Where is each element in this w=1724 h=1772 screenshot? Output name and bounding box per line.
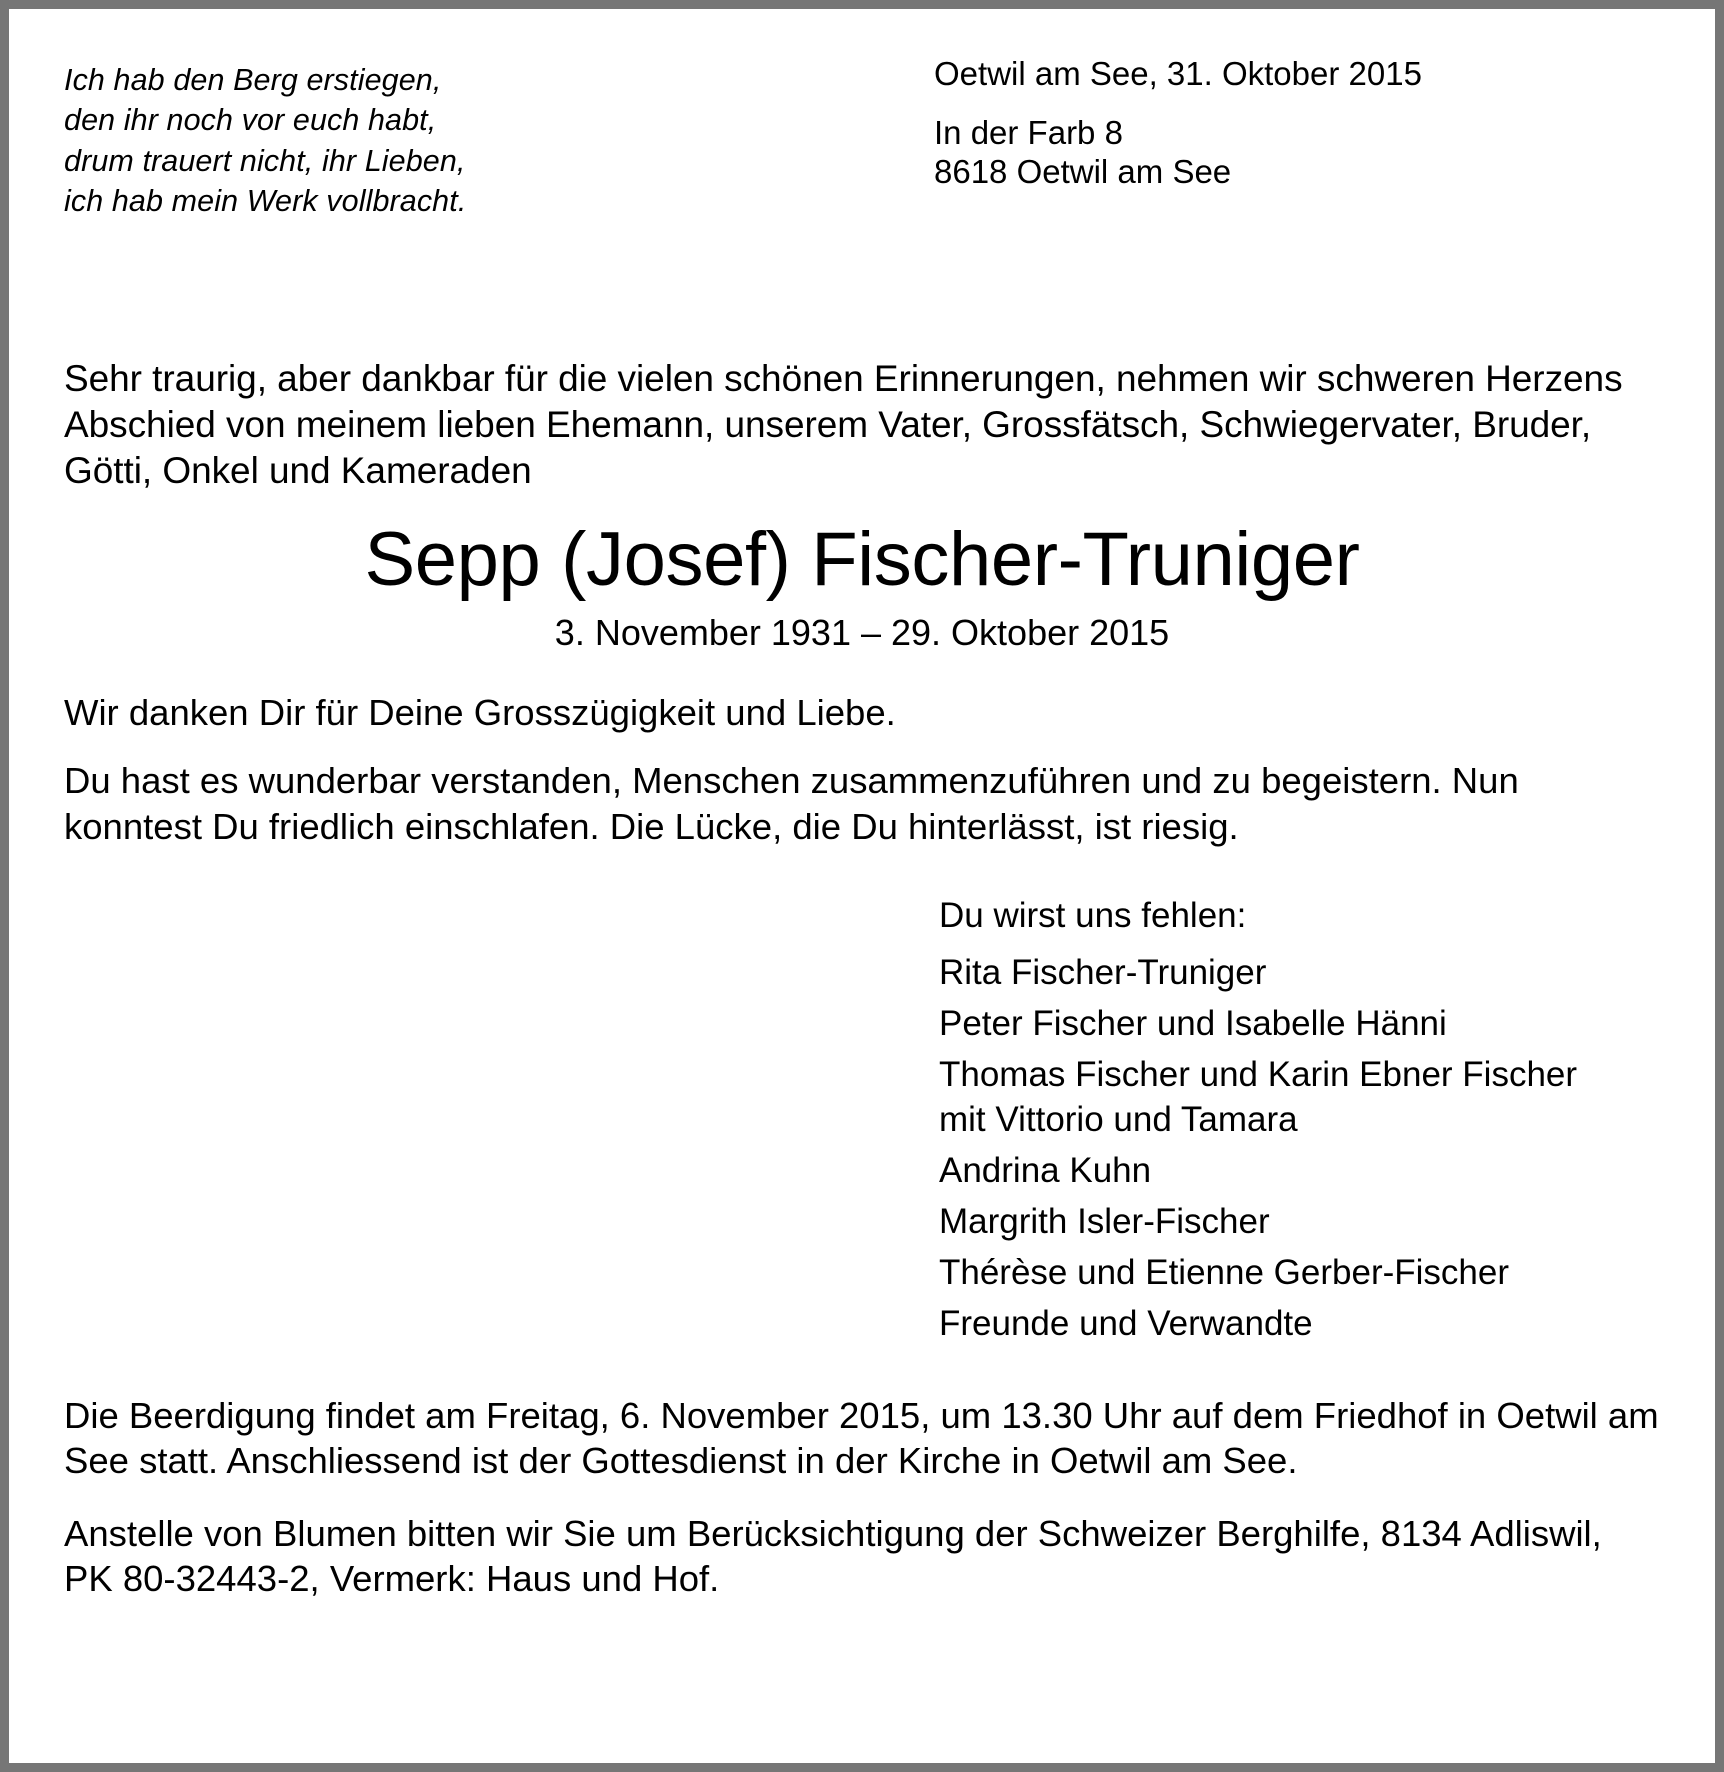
deceased-name: Sepp (Josef) Fischer-Truniger <box>364 517 1360 603</box>
verse-line-3: drum trauert nicht, ihr Lieben, <box>64 143 466 178</box>
survivors-section <box>64 895 1660 1343</box>
survivors-list <box>939 895 1660 1343</box>
deceased-life-dates: 3. November 1931 – 29. Oktober 2015 <box>554 611 1170 653</box>
donation-request-paragraph: Anstelle von Blumen bitten wir Sie um Berücksichtigung der Schweizer Berghilfe, 8134 Adliswil, PK 80-32443-2, Vermerk: Haus und Hof. <box>64 1513 1602 1600</box>
verse-line-2: den ihr noch vor euch habt, <box>64 103 437 138</box>
header-row <box>64 57 1660 221</box>
address-city: 8618 Oetwil am See <box>934 153 1232 190</box>
place-and-date: Oetwil am See, 31. Oktober 2015 <box>934 55 1422 92</box>
list-item: Thomas Fischer und Karin Ebner Fischer <box>939 1054 1578 1094</box>
survivors-left-spacer <box>64 898 939 1341</box>
survivors-heading: Du wirst uns fehlen: <box>939 895 1247 935</box>
obituary-content <box>9 9 1715 1763</box>
verse-line-1: Ich hab den Berg erstiegen, <box>64 63 442 97</box>
verse-line-4: ich hab mein Werk vollbracht. <box>64 183 467 218</box>
address-street: In der Farb 8 <box>934 114 1123 151</box>
funeral-details-paragraph: Die Beerdigung findet am Freitag, 6. November 2015, um 13.30 Uhr auf dem Friedhof in Oetwil am See statt. Anschliessend ist der Gottesdienst in der Kirche in Oetwil am See. <box>64 1394 1659 1481</box>
sender-address-block <box>934 57 1660 188</box>
list-item: Thérèse und Etienne Gerber-Fischer <box>939 1252 1509 1292</box>
list-item: Peter Fischer und Isabelle Hänni <box>939 1003 1447 1043</box>
memorial-verse <box>64 57 934 221</box>
list-item: Rita Fischer-Truniger <box>939 952 1267 992</box>
list-item: Andrina Kuhn <box>939 1150 1152 1190</box>
tribute-paragraph-2: Du hast es wunderbar verstanden, Menschen zusammenzuführen und zu begeistern. Nun konntest Du friedlich einschlafen. Die Lücke, die Du hinterlässt, ist riesig. <box>64 759 1519 847</box>
announcement-paragraph: Sehr traurig, aber dankbar für die vielen schönen Erinnerungen, nehmen wir schweren Herzens Abschied von meinem lieben Ehemann, unserem Vater, Grossfätsch, Schwiegervater, Bruder, Götti, Onkel und Kameraden <box>64 358 1623 492</box>
list-item: Margrith Isler-Fischer <box>939 1201 1270 1241</box>
list-item: Freunde und Verwandte <box>939 1303 1313 1343</box>
list-item: mit Vittorio und Tamara <box>939 1099 1298 1139</box>
deceased-name-block <box>64 517 1660 653</box>
tribute-paragraph-1: Wir danken Dir für Deine Grosszügigkeit und Liebe. <box>64 692 896 734</box>
